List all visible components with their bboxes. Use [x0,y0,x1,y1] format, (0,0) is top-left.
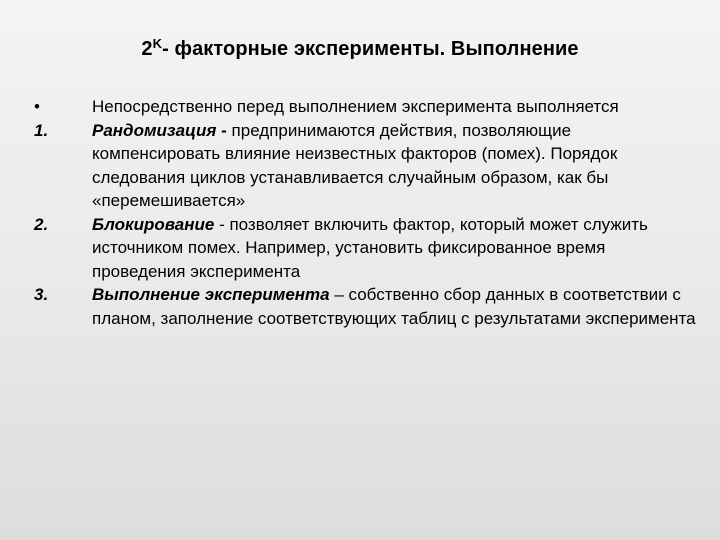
term-suffix: - [216,120,227,140]
item-text: - позволяет включить фактор, который может служить источником помех. Например, установить фиксированное время проведения эксперимента [92,214,648,281]
list-item-intro [30,95,700,119]
list-item-randomization [30,119,700,213]
term-blocking: Блокирование [92,214,215,234]
item-text: – собственно сбор данных в соответствии с планом, заполнение соответствующих таблиц с результатами эксперимента [92,285,696,328]
item-text: предпринимаются действия, позволяющие компенсировать влияние неизвестных факторов (помех). Порядок следования циклов устанавливается случайным образом, как бы «перемешивается» [92,120,618,210]
number-marker: 1. [34,120,49,140]
bullet-list [30,95,700,330]
number-marker: 2. [34,214,49,234]
number-marker: 3. [34,285,49,304]
slide-title [0,38,720,61]
term-execution: Выполнение эксперимента [92,285,330,304]
list-item-execution [30,283,700,330]
title-prefix: 2 [141,38,153,60]
bullet-marker: • [34,97,40,116]
title-rest: - факторные эксперименты. Выполнение [162,38,579,60]
item-text: Непосредственно перед выполнением эксперимента выполняется [92,97,619,116]
term-randomization: Рандомизация [92,120,217,140]
list-item-blocking [30,213,700,284]
title-superscript: K [152,36,163,51]
